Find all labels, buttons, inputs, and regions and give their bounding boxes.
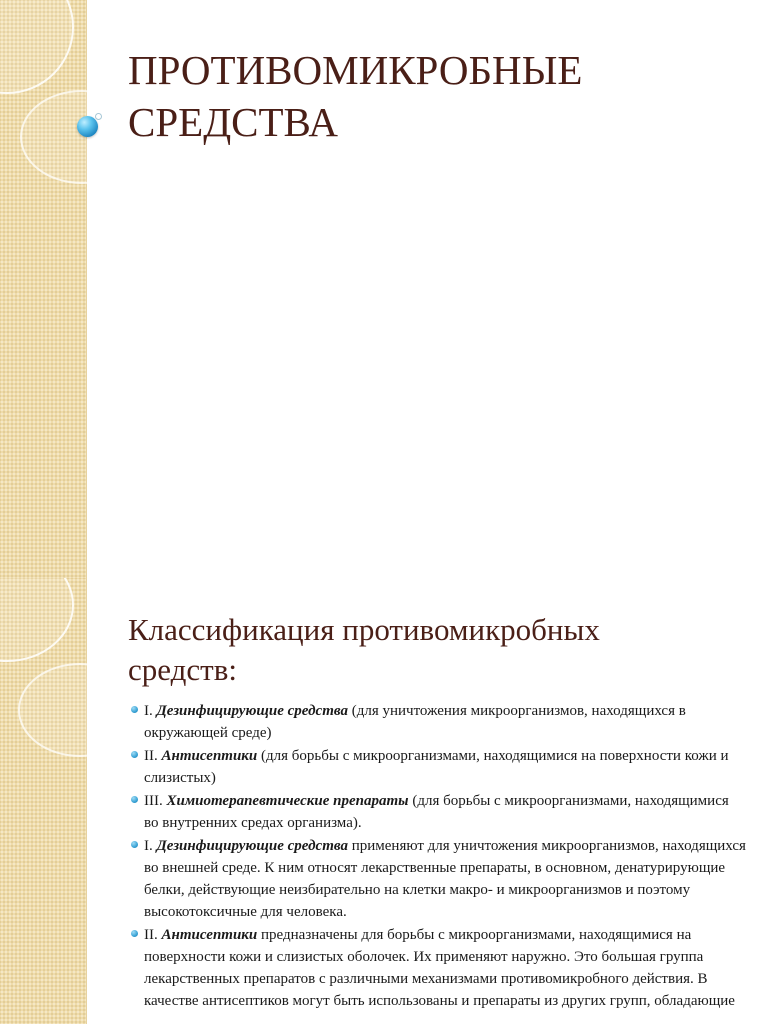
decorative-ring bbox=[0, 0, 74, 94]
decorative-ring bbox=[20, 90, 144, 184]
bullet-text: (для борьбы с микроорганизмами, находящимися на поверхности кожи и слизистых) bbox=[144, 748, 729, 786]
bullet-term: Дезинфицирующие средства bbox=[156, 838, 348, 854]
bullet-term: Дезинфицирующие средства bbox=[156, 703, 348, 719]
slide-subtitle-line-1: Классификация противомикробных bbox=[128, 612, 600, 647]
decorative-ring bbox=[18, 663, 142, 757]
bullet-list bbox=[128, 700, 746, 1013]
bullet-dot-icon bbox=[131, 841, 138, 848]
slide-subtitle-line-2: средств: bbox=[128, 652, 237, 687]
bullet-prefix: II. bbox=[144, 927, 162, 943]
decorative-side-band bbox=[0, 578, 87, 1024]
decorative-ring bbox=[0, 578, 74, 662]
decorative-side-band bbox=[0, 0, 87, 578]
list-item bbox=[128, 835, 746, 923]
bullet-prefix: I. bbox=[144, 703, 157, 719]
bullet-dot-icon bbox=[131, 796, 138, 803]
list-item bbox=[128, 745, 746, 789]
bullet-text: предназначены для борьбы с микроорганизмами, находящимися на поверхности кожи и слизистых оболочек. Их применяют наружно. Это большая группа лекарственных препаратов с различными механизмами противомикробного действия. В качестве антисептиков могут быть использованы и препараты из других групп, обладающие bbox=[144, 927, 735, 1009]
bullet-text: применяют для уничтожения микроорганизмов, находящихся во внешней среде. К ним относят лекарственные препараты, в основном, денатурирующие белки, действующие неизбирательно на клетки макро- и микроорганизмов и поэтому высокотоксичные для человека. bbox=[144, 838, 746, 920]
list-item bbox=[128, 790, 746, 834]
bullet-dot-icon bbox=[131, 706, 138, 713]
slide-title-line-2: СРЕДСТВА bbox=[128, 99, 338, 145]
bullet-dot-icon bbox=[131, 751, 138, 758]
small-circle-icon bbox=[95, 113, 102, 120]
list-item bbox=[128, 924, 746, 1012]
bullet-prefix: III. bbox=[144, 793, 167, 809]
bullet-term: Химиотерапевтические препараты bbox=[166, 793, 409, 809]
bullet-text: (для уничтожения микроорганизмов, находящихся в окружающей среде) bbox=[144, 703, 686, 741]
bullet-prefix: II. bbox=[144, 748, 162, 764]
bullet-text: (для борьбы с микроорганизмами, находящимися во внутренних средах организма). bbox=[144, 793, 729, 831]
slide-subtitle bbox=[128, 610, 748, 690]
list-item bbox=[128, 700, 746, 744]
bullet-term: Антисептики bbox=[161, 927, 258, 943]
bullet-prefix: I. bbox=[144, 838, 157, 854]
slide-title-line-1: ПРОТИВОМИКРОБНЫЕ bbox=[128, 47, 583, 93]
slide-title bbox=[128, 44, 748, 148]
bullet-dot-icon bbox=[131, 930, 138, 937]
slide-2 bbox=[0, 578, 768, 1024]
blue-sphere-icon bbox=[77, 116, 98, 137]
bullet-term: Антисептики bbox=[161, 748, 258, 764]
